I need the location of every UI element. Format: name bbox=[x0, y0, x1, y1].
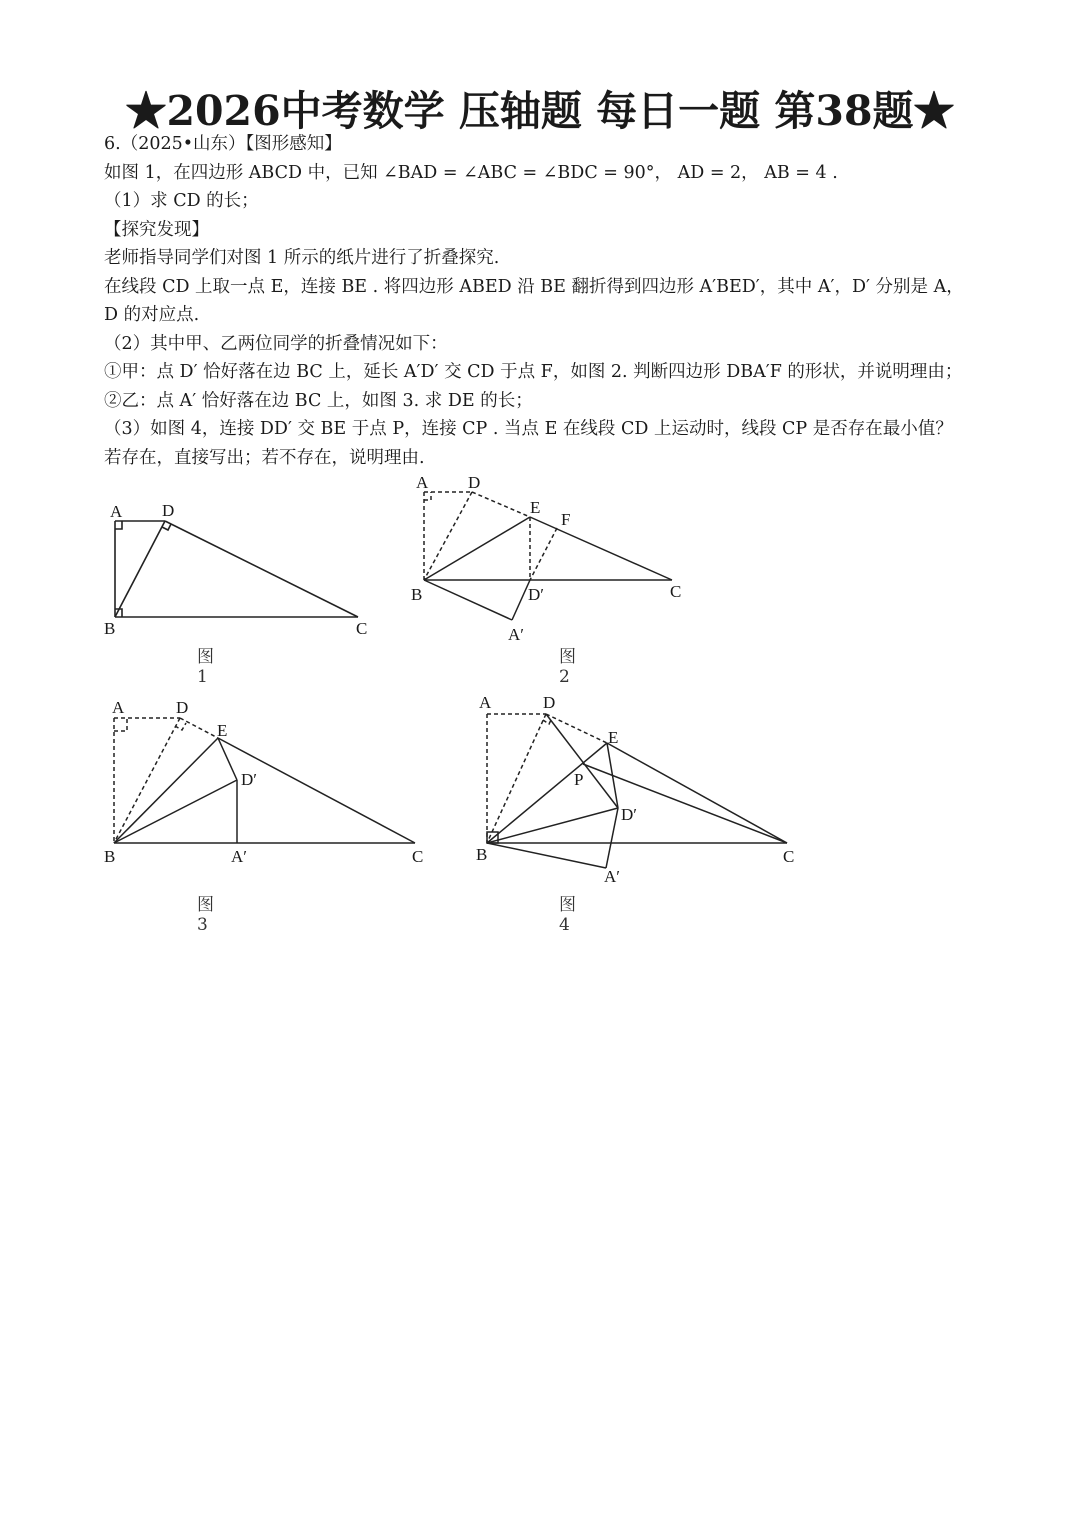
label-C: C bbox=[670, 582, 682, 601]
label-A: A bbox=[112, 698, 125, 717]
label-A: A bbox=[416, 473, 429, 492]
problem-line: D 的对应点. bbox=[104, 305, 200, 325]
label-E: E bbox=[608, 728, 619, 747]
label-A-prime: A′ bbox=[508, 625, 524, 644]
figure-2-caption: 图2 bbox=[559, 647, 576, 687]
label-E: E bbox=[530, 498, 541, 517]
label-D: D bbox=[468, 473, 481, 492]
label-B: B bbox=[104, 619, 116, 638]
problem-line: （1）求 CD 的长； bbox=[104, 191, 259, 211]
label-C: C bbox=[783, 847, 795, 866]
problem-line: 在线段 CD 上取一点 E，连接 BE . 将四边形 ABED 沿 BE 翻折得到四边形 A′BED′，其中 A′，D′ 分别是 A， bbox=[104, 276, 964, 297]
problem-line: ②乙：点 A′ 恰好落在边 BC 上，如图 3. 求 DE 的长； bbox=[104, 390, 533, 411]
label-D: D bbox=[162, 501, 175, 520]
label-D-prime: D′ bbox=[528, 585, 544, 604]
problem-header: 6.（2025•山东）【图形感知】 bbox=[104, 134, 342, 154]
problem-line: 若存在，直接写出；若不存在，说明理由. bbox=[104, 447, 425, 468]
label-D-prime: D′ bbox=[621, 805, 637, 824]
label-D-prime: D′ bbox=[241, 770, 257, 789]
label-A-prime: A′ bbox=[604, 867, 620, 886]
label-B: B bbox=[104, 847, 116, 866]
label-B: B bbox=[476, 845, 488, 864]
problem-line: （3）如图 4，连接 DD′ 交 BE 于点 P，连接 CP . 当点 E 在线段 CD 上运动时，线段 CP 是否存在最小值？ bbox=[104, 419, 953, 439]
figure-3-caption: 图3 bbox=[197, 895, 214, 935]
problem-line: 老师指导同学们对图 1 所示的纸片进行了折叠探究. bbox=[104, 248, 500, 268]
problem-line: ①甲：点 D′ 恰好落在边 BC 上，延长 A′D′ 交 CD 于点 F，如图 2. 判断四边形 DBA′F 的形状，并说明理由； bbox=[104, 362, 963, 382]
problem-line: 如图 1，在四边形 ABCD 中，已知 ∠BAD = ∠ABC = ∠BDC = 90°， AD = 2， AB = 4 . bbox=[104, 162, 838, 183]
label-B: B bbox=[411, 585, 423, 604]
label-D: D bbox=[543, 693, 556, 712]
figure-1-caption: 图1 bbox=[197, 647, 214, 687]
label-A: A bbox=[479, 693, 492, 712]
label-C: C bbox=[412, 847, 424, 866]
label-A: A bbox=[110, 502, 123, 521]
label-D: D bbox=[176, 698, 189, 717]
label-E: E bbox=[217, 721, 228, 740]
label-P: P bbox=[574, 770, 584, 789]
page-title: ★2026中考数学 压轴题 每日一题 第38题★ bbox=[125, 87, 955, 135]
figure-4-caption: 图4 bbox=[559, 895, 576, 935]
section-heading: 【探究发现】 bbox=[104, 219, 209, 240]
label-F: F bbox=[561, 510, 571, 529]
problem-line: （2）其中甲、乙两位同学的折叠情况如下： bbox=[104, 333, 448, 354]
label-C: C bbox=[356, 619, 368, 638]
label-A-prime: A′ bbox=[231, 847, 247, 866]
